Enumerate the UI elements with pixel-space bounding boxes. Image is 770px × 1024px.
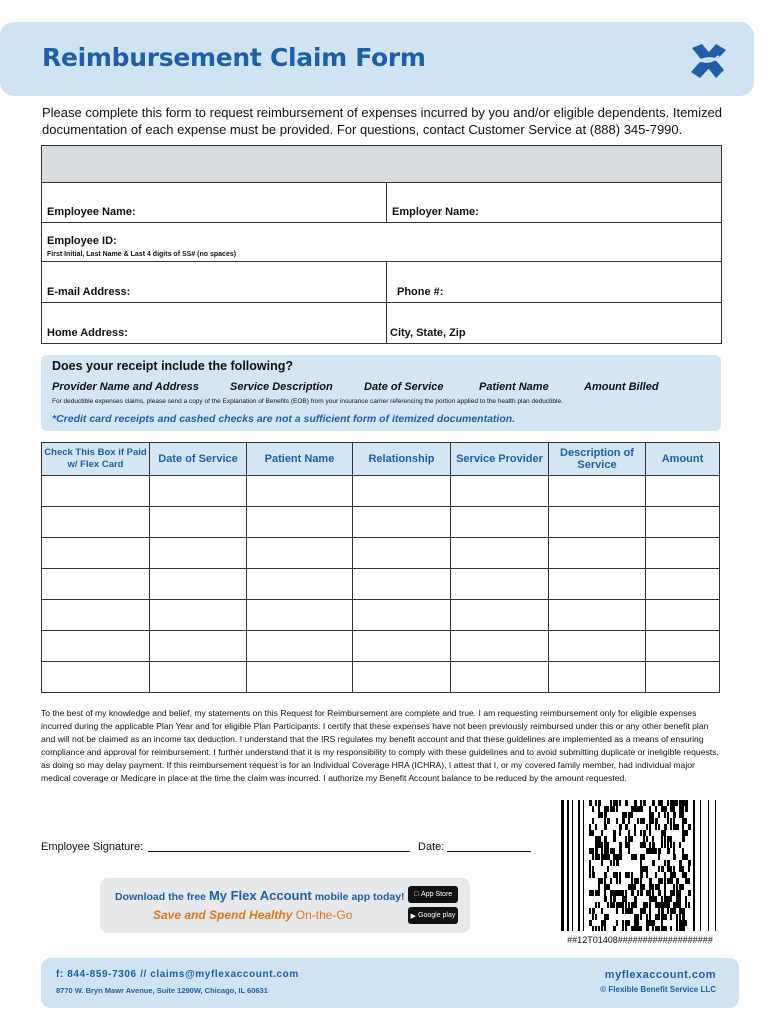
table-cell-input[interactable] (42, 600, 150, 631)
play-icon: ▶ (410, 912, 417, 920)
table-cell-input[interactable] (42, 507, 150, 538)
table-cell-input[interactable] (247, 569, 353, 600)
column-header: Service Provider (451, 443, 549, 476)
column-header: Description of Service (549, 443, 646, 476)
footer-contact: f: 844-859-7306 // claims@myflexaccount.com (56, 969, 299, 980)
table-cell-input[interactable] (353, 538, 451, 569)
expense-rows (42, 476, 720, 693)
table-cell-input[interactable] (150, 507, 247, 538)
date-input[interactable] (447, 851, 531, 852)
table-cell-input[interactable] (549, 631, 646, 662)
eob-note: For deductible expenses claims, please send a copy of the Explanation of Benefits (EOB) from your insurance carrier referencing the portion applied to the health plan deductible. (52, 398, 563, 405)
employee-id-field[interactable] (42, 223, 722, 262)
table-row (42, 507, 720, 538)
employee-id-note: First Initial, Last Name & Last 4 digits of SS# (no spaces) (47, 251, 237, 258)
tagline-normal: On-the-Go (295, 908, 353, 922)
column-header: Check This Box if Paid w/ Flex Card (42, 443, 150, 476)
signature-label: Employee Signature: (41, 841, 144, 853)
employee-info-table (41, 145, 722, 344)
app-promo-prefix: Download the free (115, 891, 207, 903)
table-cell-input[interactable] (150, 476, 247, 507)
barcode-icon (561, 800, 719, 931)
table-cell-input[interactable] (646, 507, 720, 538)
app-store-label: App Store (418, 891, 450, 898)
table-cell-input[interactable] (353, 600, 451, 631)
table-cell-input[interactable] (451, 569, 549, 600)
table-cell-input[interactable] (549, 662, 646, 693)
app-promo-suffix: mobile app today! (314, 891, 405, 903)
app-tagline (153, 908, 352, 922)
table-cell-input[interactable] (42, 476, 150, 507)
table-row (42, 631, 720, 662)
date-label: Date: (418, 841, 445, 853)
table-cell-input[interactable] (451, 600, 549, 631)
table-cell-input[interactable] (549, 476, 646, 507)
home-address-label: Home Address: (47, 327, 128, 339)
table-cell-input[interactable] (42, 538, 150, 569)
app-brand: My Flex Account (208, 888, 312, 903)
table-row (42, 600, 720, 631)
certification-text: To the best of my knowledge and belief, my statements on this Request for Reimbursement are complete and true. I am requesting reimbursement only for eligible expenses incurred during the applicable Plan Year and for eligible Plan Participants. I certify that these expenses have not been previously reimbursed under this or any other benefit plan and will not be claimed as an income tax deduction. I understand that the IRS regulates my benefit account and that these guidelines are implemented as a means of ensuring compliance and approval for reimbursement. I further understand that it is my responsibility to comply with these guidelines and to avoid submitting duplicate or ineligible requests, as doing so may delay payment. If this reimbursement request is for an Individual Coverage HRA (ICHRA), I attest that I, or my covered family member, had individual major medical coverage or Medicare in place at the time the claim was incurred. I authorize my Benefit Account balance to be reduced by the amount requested. (41, 708, 719, 784)
app-promo-line (115, 888, 405, 903)
table-cell-input[interactable] (247, 631, 353, 662)
table-cell-input[interactable] (646, 600, 720, 631)
table-cell-input[interactable] (353, 507, 451, 538)
table-cell-input[interactable] (549, 600, 646, 631)
column-header: Relationship (353, 443, 451, 476)
employee-name-label: Employee Name: (47, 206, 136, 218)
phone-label: Phone #: (397, 286, 444, 298)
table-cell-input[interactable] (150, 631, 247, 662)
employer-name-field[interactable] (387, 183, 722, 223)
footer-copyright: © Flexible Benefit Service LLC (600, 985, 716, 994)
table-cell-input[interactable] (451, 538, 549, 569)
table-cell-input[interactable] (353, 662, 451, 693)
table-cell-input[interactable] (646, 662, 720, 693)
column-header: Date of Service (150, 443, 247, 476)
table-cell-input[interactable] (353, 476, 451, 507)
employee-id-label: Employee ID: (47, 235, 117, 247)
table-cell-input[interactable] (42, 631, 150, 662)
google-play-label: Google play (418, 912, 456, 919)
table-cell-input[interactable] (451, 507, 549, 538)
table-cell-input[interactable] (451, 476, 549, 507)
table-cell-input[interactable] (646, 538, 720, 569)
table-cell-input[interactable] (451, 662, 549, 693)
table-cell-input[interactable] (549, 569, 646, 600)
table-cell-input[interactable] (42, 662, 150, 693)
receipt-item: Provider Name and Address (52, 381, 199, 393)
column-header: Patient Name (247, 443, 353, 476)
table-cell-input[interactable] (353, 569, 451, 600)
receipt-item: Service Description (230, 381, 333, 393)
table-row (42, 569, 720, 600)
email-label: E-mail Address: (47, 286, 131, 298)
receipt-item: Amount Billed (584, 381, 659, 393)
table-row (42, 476, 720, 507)
table-cell-input[interactable] (549, 507, 646, 538)
table-cell-input[interactable] (150, 538, 247, 569)
receipt-item: Patient Name (479, 381, 549, 393)
receipt-question: Does your receipt include the following? (52, 359, 293, 373)
footer-address: 8770 W. Bryn Mawr Avenue, Suite 1290W, Chicago, IL 60631 (56, 986, 268, 995)
employee-name-field[interactable] (42, 183, 387, 223)
intro-text: Please complete this form to request reimbursement of expenses incurred by you and/or eligible dependents. Itemized documentation of each expense must be provided. For questions, contact Customer Service at (888) 345-7990. (42, 105, 722, 137)
table-cell-input[interactable] (150, 662, 247, 693)
app-store-button[interactable] (408, 886, 458, 903)
column-header: Amount (646, 443, 720, 476)
tagline-italic: Save and Spend Healthy (153, 908, 293, 922)
city-state-zip-label: City, State, Zip (390, 327, 466, 339)
table-cell-input[interactable] (150, 600, 247, 631)
employer-name-label: Employer Name: (392, 206, 479, 218)
apple-icon (414, 891, 419, 898)
footer-banner (41, 958, 739, 1008)
table-row (42, 538, 720, 569)
footer-website[interactable]: myflexaccount.com (604, 969, 716, 981)
home-address-field[interactable] (42, 303, 387, 344)
expenses-table (41, 442, 720, 693)
table-cell-input[interactable] (646, 476, 720, 507)
table-cell-input[interactable] (247, 600, 353, 631)
table-header-band (42, 146, 722, 183)
page-title: Reimbursement Claim Form (42, 43, 426, 72)
email-field[interactable] (42, 262, 387, 303)
table-row (42, 662, 720, 693)
documentation-warning: *Credit card receipts and cashed checks are not a sufficient form of itemized documentation. (52, 413, 516, 425)
table-cell-input[interactable] (150, 569, 247, 600)
table-cell-input[interactable] (247, 662, 353, 693)
x-logo-icon (686, 40, 730, 82)
city-state-zip-field[interactable] (387, 303, 722, 344)
phone-field[interactable] (387, 262, 722, 303)
signature-input[interactable] (148, 851, 410, 852)
barcode-text: ##12T01408################### (567, 935, 713, 945)
google-play-button[interactable] (408, 907, 458, 924)
table-cell-input[interactable] (247, 476, 353, 507)
table-cell-input[interactable] (42, 569, 150, 600)
table-cell-input[interactable] (451, 631, 549, 662)
table-cell-input[interactable] (247, 507, 353, 538)
table-cell-input[interactable] (646, 631, 720, 662)
receipt-item: Date of Service (364, 381, 444, 393)
table-cell-input[interactable] (646, 569, 720, 600)
table-cell-input[interactable] (353, 631, 451, 662)
table-cell-input[interactable] (549, 538, 646, 569)
table-cell-input[interactable] (247, 538, 353, 569)
